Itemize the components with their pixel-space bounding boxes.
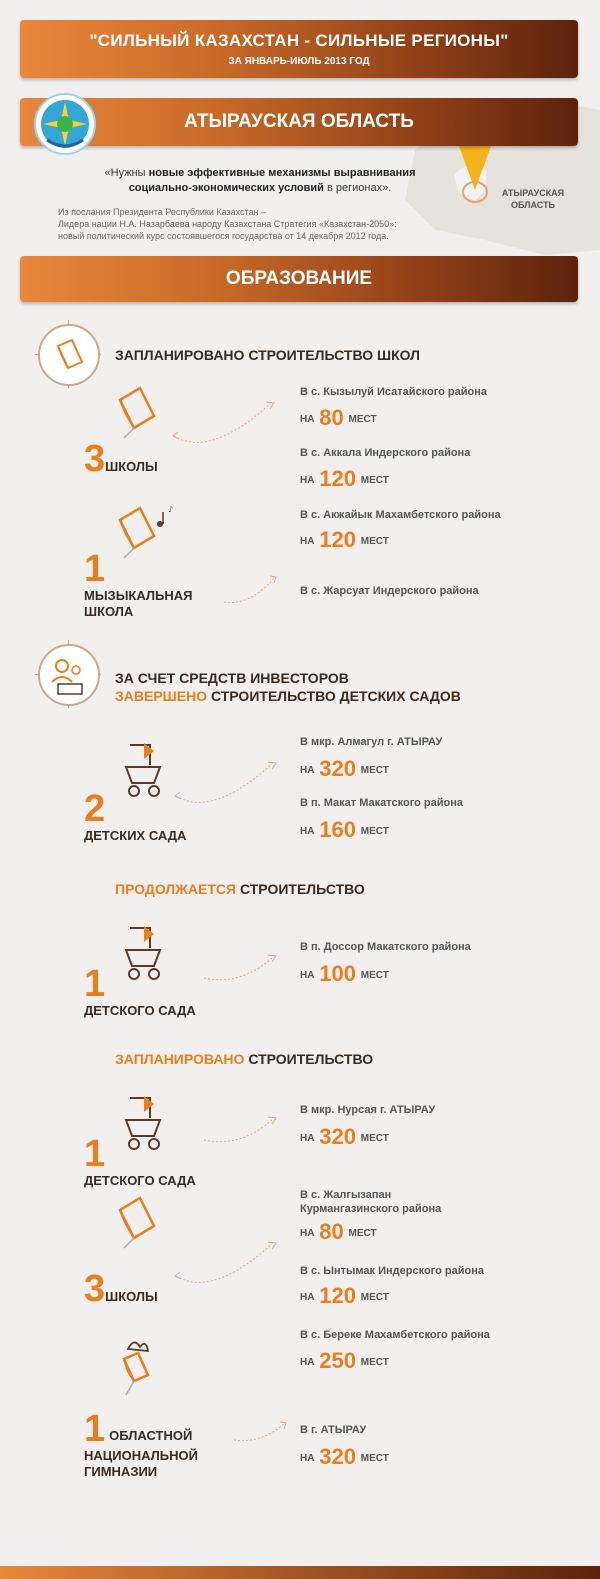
book-icon <box>110 380 170 440</box>
region-title: АТЫРАУСКАЯ ОБЛАСТЬ <box>184 111 414 132</box>
connector-arrow <box>200 1112 280 1148</box>
footer-bar <box>0 1566 600 1579</box>
location-text: В с. Жарсуат Индерского района <box>300 585 479 597</box>
kindergarten-count: 1 ДЕТСКОГО САДА <box>84 963 196 1018</box>
location-text: В с. Кызылуй Исатайского района <box>300 386 488 398</box>
location-text: В г. АТЫРАУ <box>300 1424 367 1436</box>
location-text: В с. Жалгызапан Курмангазинского района <box>300 1189 442 1215</box>
music-school-count: 1 МЫЗЫКАЛЬНАЯ ШКОЛА <box>84 548 193 619</box>
emblem-logo <box>33 92 97 156</box>
capacity-text: НА 320 МЕСТ <box>300 1124 389 1149</box>
gymnasium-count: 1 ОБЛАСТНОЙ НАЦИОНАЛЬНОЙ ГИМНАЗИИ <box>84 1408 198 1479</box>
capacity-text: НА 120 МЕСТ <box>300 466 389 491</box>
schools-count: 3ШКОЛЫ <box>84 1268 158 1310</box>
section-banner-education <box>20 256 578 302</box>
capacity-text: НА 100 МЕСТ <box>300 961 389 986</box>
header-subtitle: ЗА ЯНВАРЬ-ИЮЛЬ 2013 ГОД <box>228 56 370 67</box>
connector-arrow <box>172 1238 282 1288</box>
capacity-text: НА 120 МЕСТ <box>300 1283 389 1308</box>
planned-title: ЗАПЛАНИРОВАНО СТРОИТЕЛЬСТВО <box>115 1051 374 1067</box>
connector-arrow <box>170 398 280 448</box>
region-banner <box>20 98 578 146</box>
header-banner <box>20 20 578 78</box>
svg-text:♪: ♪ <box>168 505 174 514</box>
capacity-text: НА 320 МЕСТ <box>300 1444 389 1469</box>
location-text: В п. Макат Макатского района <box>300 797 464 809</box>
gymnasium-icon <box>110 1335 170 1399</box>
kindergarten-count: 2 ДЕТСКИХ САДА <box>84 788 187 843</box>
capacity-text: НА 160 МЕСТ <box>300 817 389 842</box>
book-icon <box>110 1190 170 1250</box>
location-text: В мкр. Нурсая г. АТЫРАУ <box>300 1104 436 1116</box>
connector-arrow <box>220 572 280 608</box>
location-text: В мкр. Алмагул г. АТЫРАУ <box>300 736 443 748</box>
quote-source: Из послания Президента Республики Казахстан – Лидера нации Н.А. Назарбаева народу Казахстана Стратегия «Казахстан-2050»: новый политический курс состоявшегося государства от 14 декабря 2012 года. <box>58 207 397 241</box>
capacity-text: НА 120 МЕСТ <box>300 527 389 552</box>
connector-arrow <box>230 1418 290 1448</box>
location-text: В с. Ынтымак Индерского района <box>300 1265 484 1277</box>
planned-schools-title: ЗАПЛАНИРОВАНО СТРОИТЕЛЬСТВО ШКОЛ <box>115 347 420 363</box>
quote-text: «Нужны новые эффективные механизмы выравнивания социально-экономических условий в регионах». <box>104 167 416 194</box>
investor-icon <box>38 644 100 706</box>
section-title: ОБРАЗОВАНИЕ <box>225 268 373 289</box>
investors-title: ЗА СЧЕТ СРЕДСТВ ИНВЕСТОРОВ ЗАВЕРШЕНО СТРОИТЕЛЬСТВО ДЕТСКИХ САДОВ <box>115 670 461 704</box>
location-text: В с. Аккала Индерского района <box>300 447 471 459</box>
capacity-text: НА 320 МЕСТ <box>300 756 389 781</box>
continues-title: ПРОДОЛЖАЕТСЯ СТРОИТЕЛЬСТВО <box>115 881 365 897</box>
location-text: В с. Акжайык Махамбетского района <box>300 509 501 521</box>
map-region-label: АТЫРАУСКАЯ ОБЛАСТЬ <box>501 188 565 210</box>
connector-arrow <box>200 950 280 986</box>
location-text: В с. Береке Махамбетского района <box>300 1329 490 1341</box>
schools-count: 3ШКОЛЫ <box>84 438 158 480</box>
header-title: "СИЛЬНЫЙ КАЗАХСТАН - СИЛЬНЫЕ РЕГИОНЫ" <box>89 31 509 50</box>
capacity-text: НА 80 МЕСТ <box>300 1219 377 1244</box>
connector-arrow <box>172 758 282 808</box>
kindergarten-count: 1 ДЕТСКОГО САДА <box>84 1133 196 1188</box>
capacity-text: НА 250 МЕСТ <box>300 1348 389 1373</box>
capacity-text: НА 80 МЕСТ <box>300 405 377 430</box>
book-icon <box>38 324 100 386</box>
location-text: В п. Доссор Макатского района <box>300 941 471 953</box>
